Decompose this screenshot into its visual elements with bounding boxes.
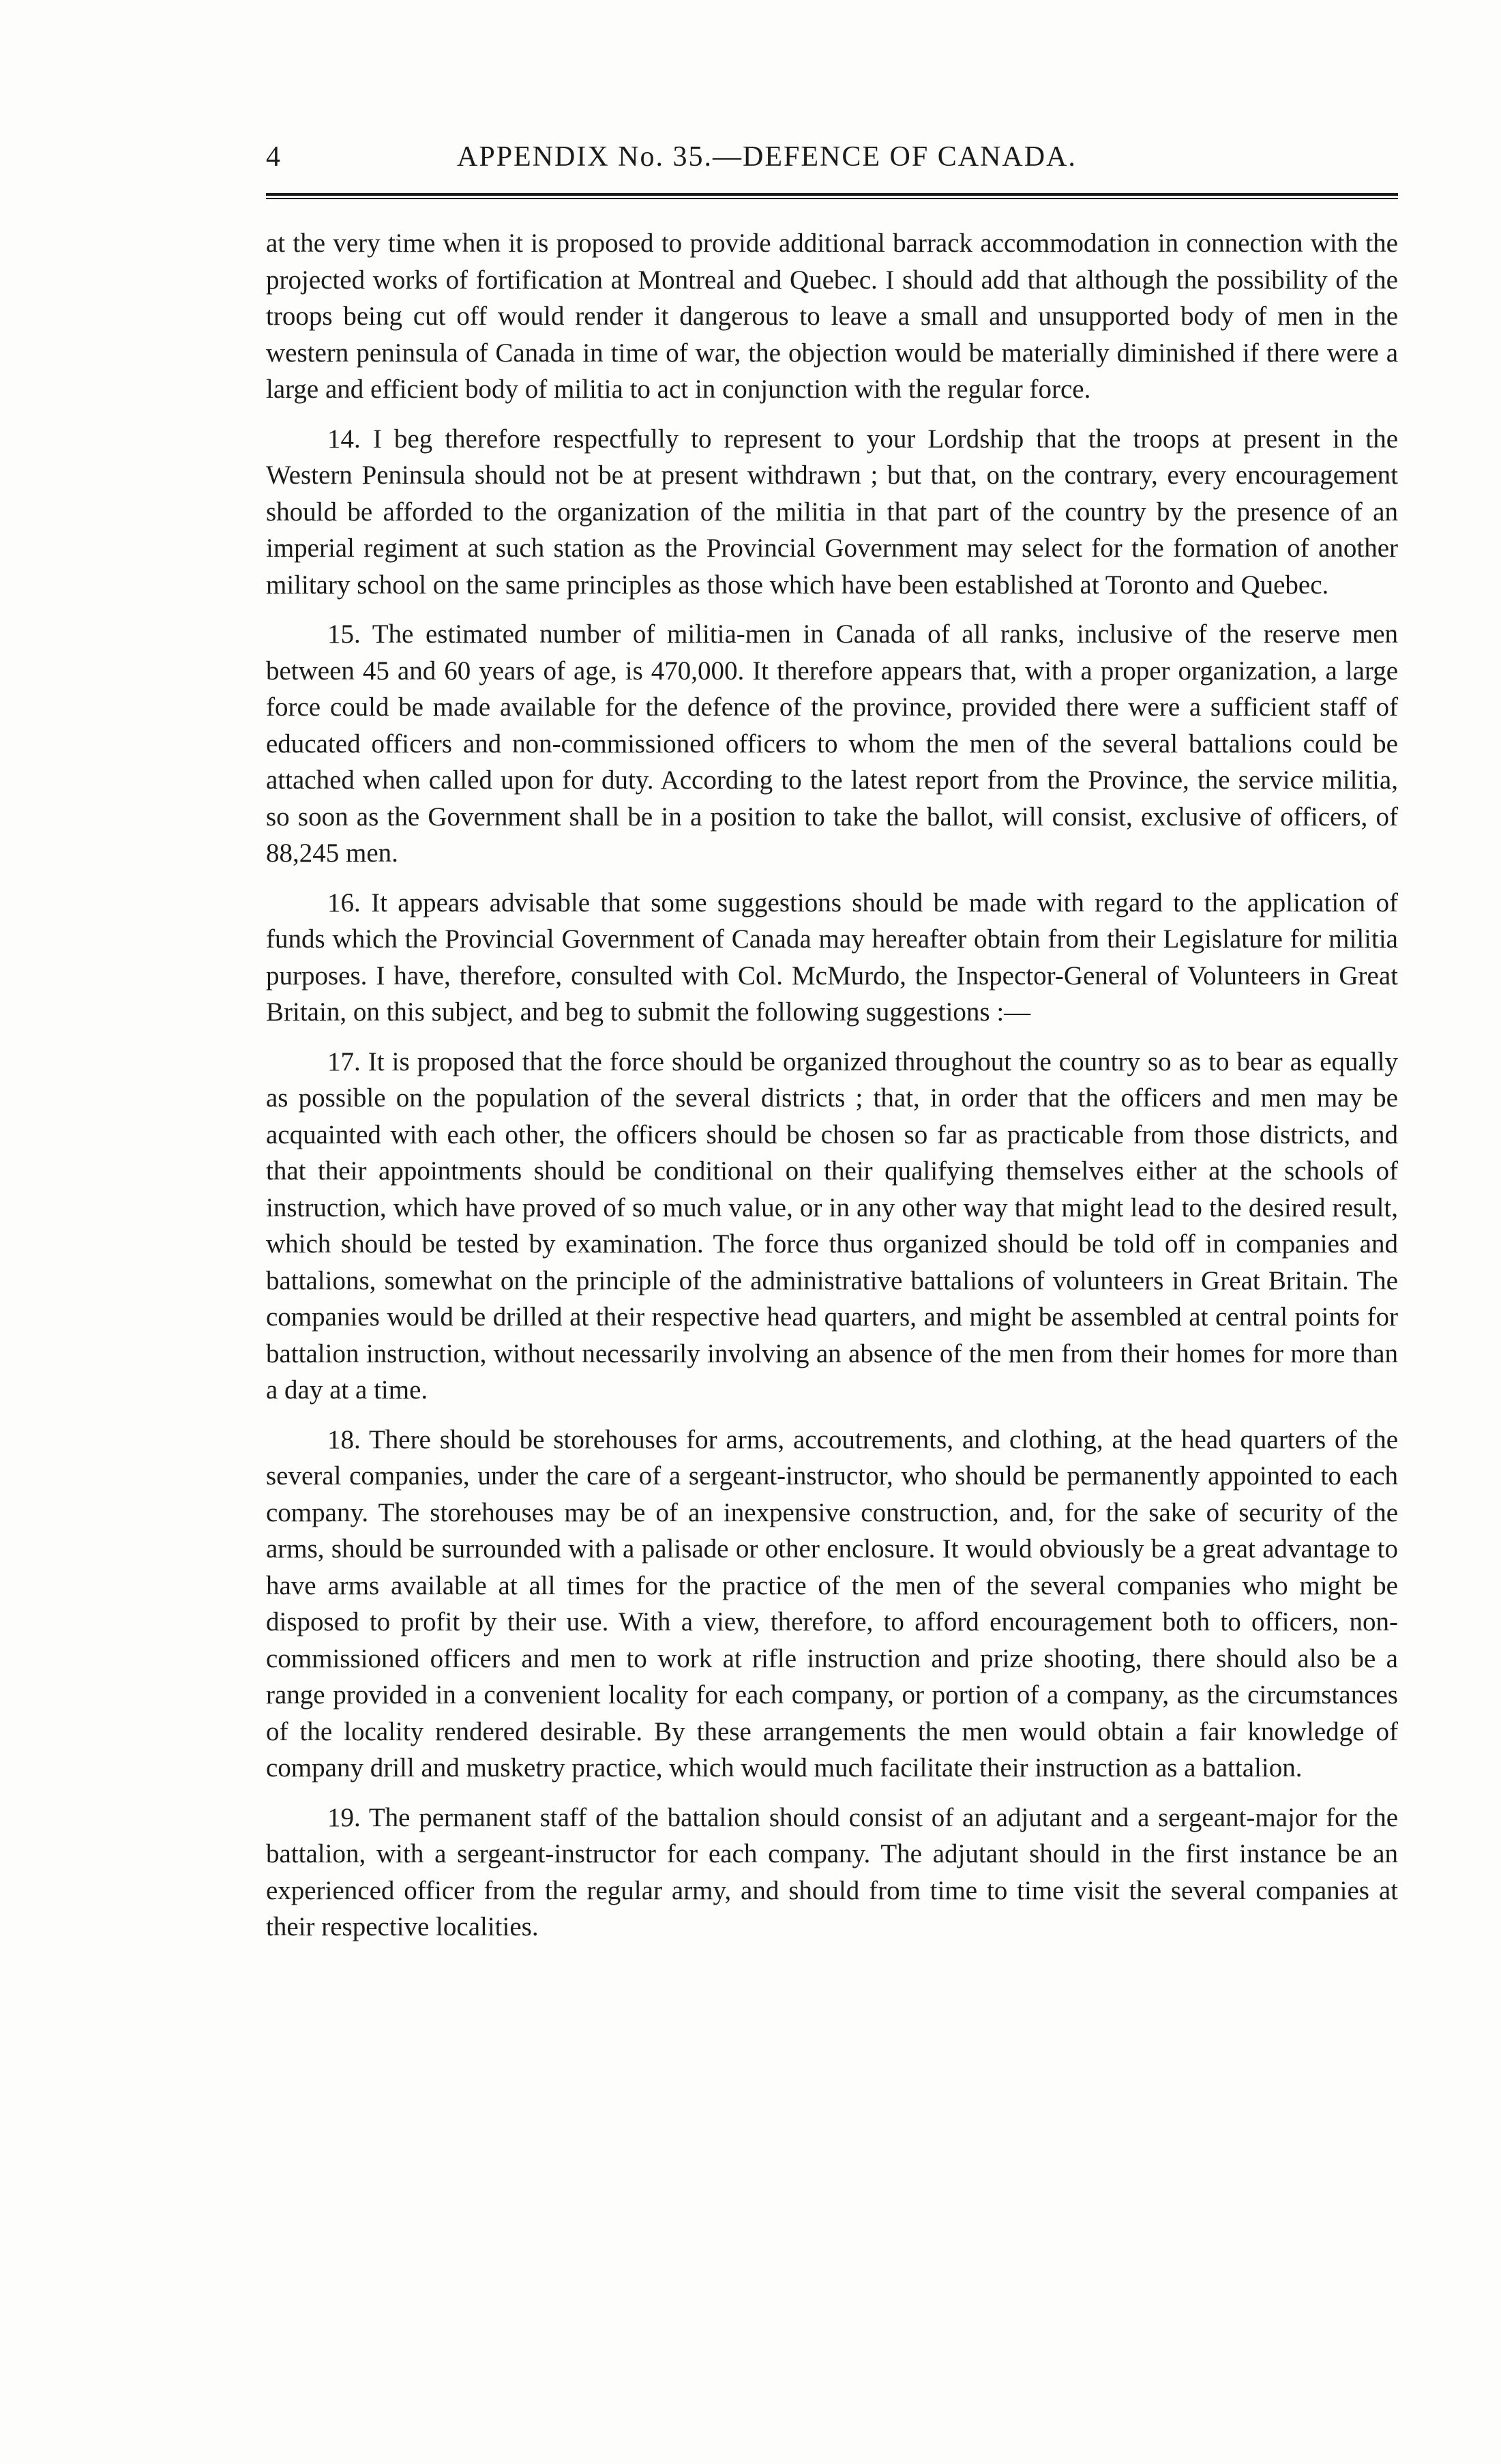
- header-rule-thin: [266, 198, 1398, 199]
- paragraph-text: It appears advisable that some suggestions should be made with regard to the application of funds which the Provincial Government of Canada may hereafter obtain from their Legislature for militia purposes. I have, therefore, consulted with Col. McMurdo, the Inspector-General of Volunteers in Great Britain, on this subject, and beg to submit the following suggestions :—: [266, 888, 1398, 1027]
- paragraph-text: I beg therefore respectfully to represent to your Lordship that the troops at present in the Western Peninsula should not be at present withdrawn ; but that, on the contrary, every encouragement should be afforded to the organization of the militia in that part of the country by the presence of an imperial regiment at such station as the Provincial Government may select for the formation of another military school on the same principles as those which have been established at Toronto and Quebec.: [266, 424, 1399, 600]
- header-rule-thick: [266, 193, 1398, 196]
- running-title: APPENDIX No. 35.—DEFENCE OF CANADA.: [457, 141, 1077, 173]
- document-body: [266, 225, 1398, 1946]
- paragraph-19: [266, 1800, 1398, 1946]
- paragraph-text: The estimated number of militia-men in Canada of all ranks, inclusive of the reserve men between 45 and 60 years of age, is 470,000. It therefore appears that, with a proper organization, a large force could be made available for the defence of the province, provided there were a sufficient staff of educated officers and non-commissioned officers to whom the men of the several battalions could be attached when called upon for duty. According to the latest report from the Province, the service militia, so soon as the Government shall be in a position to take the ballot, will consist, exclusive of officers, of 88,245 men.: [266, 619, 1399, 868]
- paragraph-number: 14.: [327, 424, 361, 454]
- paragraph-number: 16.: [327, 888, 361, 918]
- paragraph-18: [266, 1422, 1398, 1787]
- paragraph-text: There should be storehouses for arms, accoutrements, and clothing, at the head quarters of the several companies, under the care of a sergeant-instructor, who should be permanently appointed to each company. The storehouses may be of an inexpensive construction, and, for the sake of security of the arms, should be surrounded with a palisade or other enclosure. It would obviously be a great advantage to have arms available at all times for the practice of the men of the several companies who might be disposed to profit by their use. With a view, therefore, to afford encouragement both to officers, non-commissioned officers and men to work at rifle instruction and prize shooting, there should also be a range provided in a convenient locality for each company, or portion of a company, as the circumstances of the locality rendered desirable. By these arrangements the men would obtain a fair knowledge of company drill and musketry practice, which would much facilitate their instruction as a battalion.: [266, 1424, 1399, 1783]
- paragraph-14: [266, 421, 1398, 604]
- paragraph-13-continued: [266, 225, 1398, 408]
- paragraph-number: 17.: [327, 1046, 361, 1076]
- paragraph-number: 15.: [327, 619, 361, 649]
- page-header: [266, 136, 1398, 184]
- paragraph-number: 19.: [327, 1802, 361, 1832]
- paragraph-15: [266, 616, 1398, 872]
- paragraph-text: at the very time when it is proposed to provide additional barrack accommodation in connection with the projected works of fortification at Montreal and Quebec. I should add that although the possibility of the troops being cut off would render it dangerous to leave a small and unsupported body of men in the western peninsula of Canada in time of war, the objection would be materially diminished if there were a large and efficient body of militia to act in conjunction with the regular force.: [266, 229, 1398, 404]
- page-number: 4: [266, 141, 280, 173]
- paragraph-text: The permanent staff of the battalion should consist of an adjutant and a sergeant-major for the battalion, with a sergeant-instructor for each company. The adjutant should in the first instance be an experienced officer from the regular army, and should from time to time visit the several companies at their respective localities.: [266, 1802, 1399, 1941]
- paragraph-16: [266, 885, 1398, 1031]
- paragraph-number: 18.: [327, 1424, 361, 1454]
- paragraph-17: [266, 1044, 1398, 1409]
- paragraph-text: It is proposed that the force should be organized throughout the country so as to bear as equally as possible on the population of the several districts ; that, in order that the officers and men may be acquainted with each other, the officers should be chosen so far as practicable from those districts, and that their appointments should be conditional on their qualifying themselves either at the schools of instruction, which have proved of so much value, or in any other way that might lead to the desired result, which should be tested by examination. The force thus organized should be told off in companies and battalions, somewhat on the principle of the administrative battalions of volunteers in Great Britain. The companies would be drilled at their respective head quarters, and might be assembled at central points for battalion instruction, without necessarily involving an absence of the men from their homes for more than a day at a time.: [266, 1046, 1398, 1405]
